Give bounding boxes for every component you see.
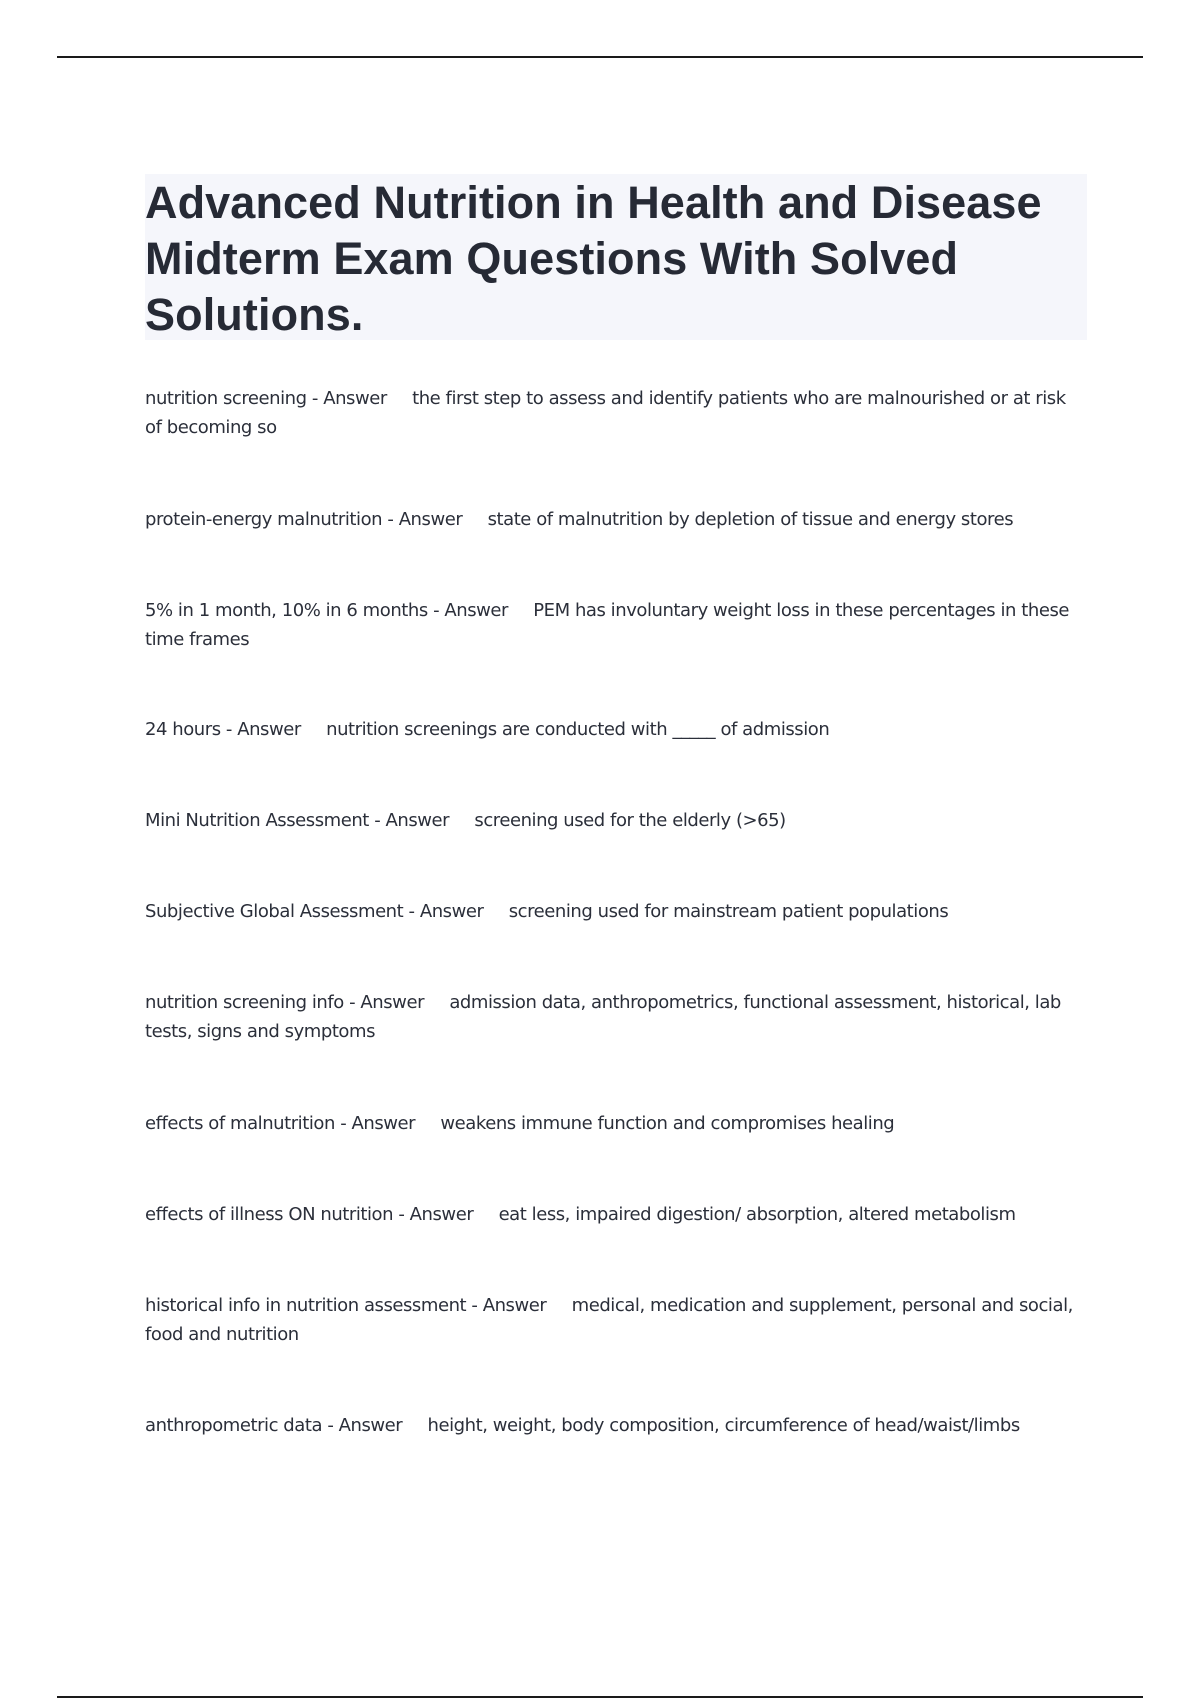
qa-item — [145, 806, 1075, 835]
qa-definition: medical, medication and supplement, personal and social, food and nutrition — [145, 1295, 1073, 1345]
qa-item — [145, 384, 1075, 442]
qa-term: 5% in 1 month, 10% in 6 months — [145, 600, 428, 621]
qa-definition: eat less, impaired digestion/ absorption, altered metabolism — [498, 1204, 1016, 1225]
qa-definition: PEM has involuntary weight loss in these percentages in these time frames — [145, 600, 1070, 650]
qa-item — [145, 505, 1075, 534]
qa-definition: screening used for the elderly (>65) — [474, 810, 786, 831]
qa-item — [145, 715, 1075, 744]
qa-item — [145, 988, 1075, 1046]
top-rule — [57, 56, 1143, 58]
answer-marker: - Answer — [471, 1295, 547, 1316]
qa-item — [145, 1109, 1075, 1138]
qa-term: historical info in nutrition assessment — [145, 1295, 467, 1316]
qa-term: effects of malnutrition — [145, 1113, 335, 1134]
answer-marker: - Answer — [398, 1204, 474, 1225]
qa-definition: screening used for mainstream patient populations — [508, 901, 949, 922]
qa-item — [145, 1200, 1075, 1229]
answer-marker: - Answer — [433, 600, 508, 621]
qa-term: 24 hours — [145, 719, 221, 740]
answer-marker: - Answer — [225, 719, 301, 740]
qa-item — [145, 897, 1075, 926]
answer-marker: - Answer — [340, 1113, 416, 1134]
qa-definition: the first step to assess and identify patients who are malnourished or at risk of becoming so — [145, 388, 1066, 438]
qa-term: protein-energy malnutrition — [145, 509, 383, 530]
qa-definition: admission data, anthropometrics, functional assessment, historical, lab tests, signs and symptoms — [145, 992, 1061, 1042]
answer-marker: - Answer — [349, 992, 425, 1013]
answer-marker: - Answer — [408, 901, 484, 922]
answer-marker: - Answer — [387, 509, 463, 530]
qa-term: Mini Nutrition Assessment — [145, 810, 369, 831]
qa-definition: nutrition screenings are conducted with _____ of admission — [326, 719, 830, 740]
qa-item — [145, 1291, 1075, 1349]
qa-term: Subjective Global Assessment — [145, 901, 404, 922]
qa-definition: height, weight, body composition, circumference of head/waist/limbs — [427, 1415, 1020, 1436]
answer-marker: - Answer — [374, 810, 450, 831]
qa-item — [145, 596, 1075, 654]
answer-marker: - Answer — [311, 388, 387, 409]
document-title: Advanced Nutrition in Health and Disease Midterm Exam Questions With Solved Solutions. — [145, 177, 1042, 340]
qa-item — [145, 1411, 1075, 1440]
qa-definition: weakens immune function and compromises healing — [440, 1113, 895, 1134]
qa-term: effects of illness ON nutrition — [145, 1204, 394, 1225]
qa-term: nutrition screening info — [145, 992, 344, 1013]
qa-term: anthropometric data — [145, 1415, 323, 1436]
title-block — [145, 174, 1087, 340]
bottom-rule — [57, 1696, 1143, 1698]
qa-term: nutrition screening — [145, 388, 307, 409]
answer-marker: - Answer — [327, 1415, 403, 1436]
qa-definition: state of malnutrition by depletion of tissue and energy stores — [487, 509, 1014, 530]
